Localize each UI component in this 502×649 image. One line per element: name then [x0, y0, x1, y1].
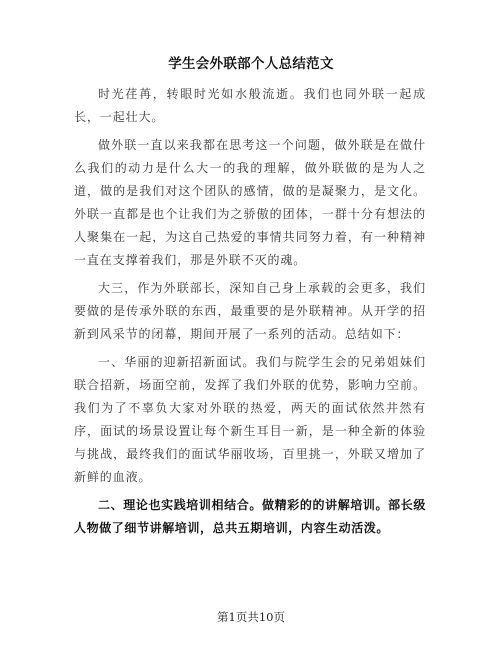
paragraph-reflection: 做外联一直以来我都在思考这一个问题，做外联是在做什么我们的动力是什么大一的我的理解，做外联做的是为人之道，做的是我们对这个团队的感情，做的是凝聚力，是文化。外联一直都是也个让我们为之骄傲的团体，一群十分有想法的人聚集在一起，为这自己热爱的事情共同努力着，有一种精神一直在支撑着我们，那是外联不灭的魂。 [74, 138, 426, 267]
paragraph-junior-year: 大三，作为外联部长，深知自己身上承载的会更多，我们要做的是传承外联的东西，最重要的是外联精神。从开学的招新到风采节的闭幕，期间开展了一系列的活动。总结如下： [74, 281, 426, 341]
page-number: 第1页共10页 [217, 610, 285, 624]
document-title: 学生会外联部个人总结范文 [168, 56, 334, 72]
paragraph-section-one: 一、华丽的迎新招新面试。我们与院学生会的兄弟姐妹们联合招新，场面空前，发挥了我们外联的优势，影响力空前。我们为了不辜负大家对外联的热爱，两天的面试依然井然有序，面试的场景设置让每个新生耳目一新，是一种全新的体验与挑战，最终我们的面试华丽收场，百里挑一，外联又增加了新鲜的血液。 [74, 355, 426, 484]
paragraph-intro: 时光荏苒，转眼时光如水般流逝。我们也同外联一起成长，一起壮大。 [74, 87, 426, 124]
paragraph-section-two: 二、理论也实践培训相结合。做精彩的的讲解培训。部长级人物做了细节讲解培训，总共五期培训，内容生动活泼。 [74, 498, 426, 535]
document-body [74, 83, 426, 545]
